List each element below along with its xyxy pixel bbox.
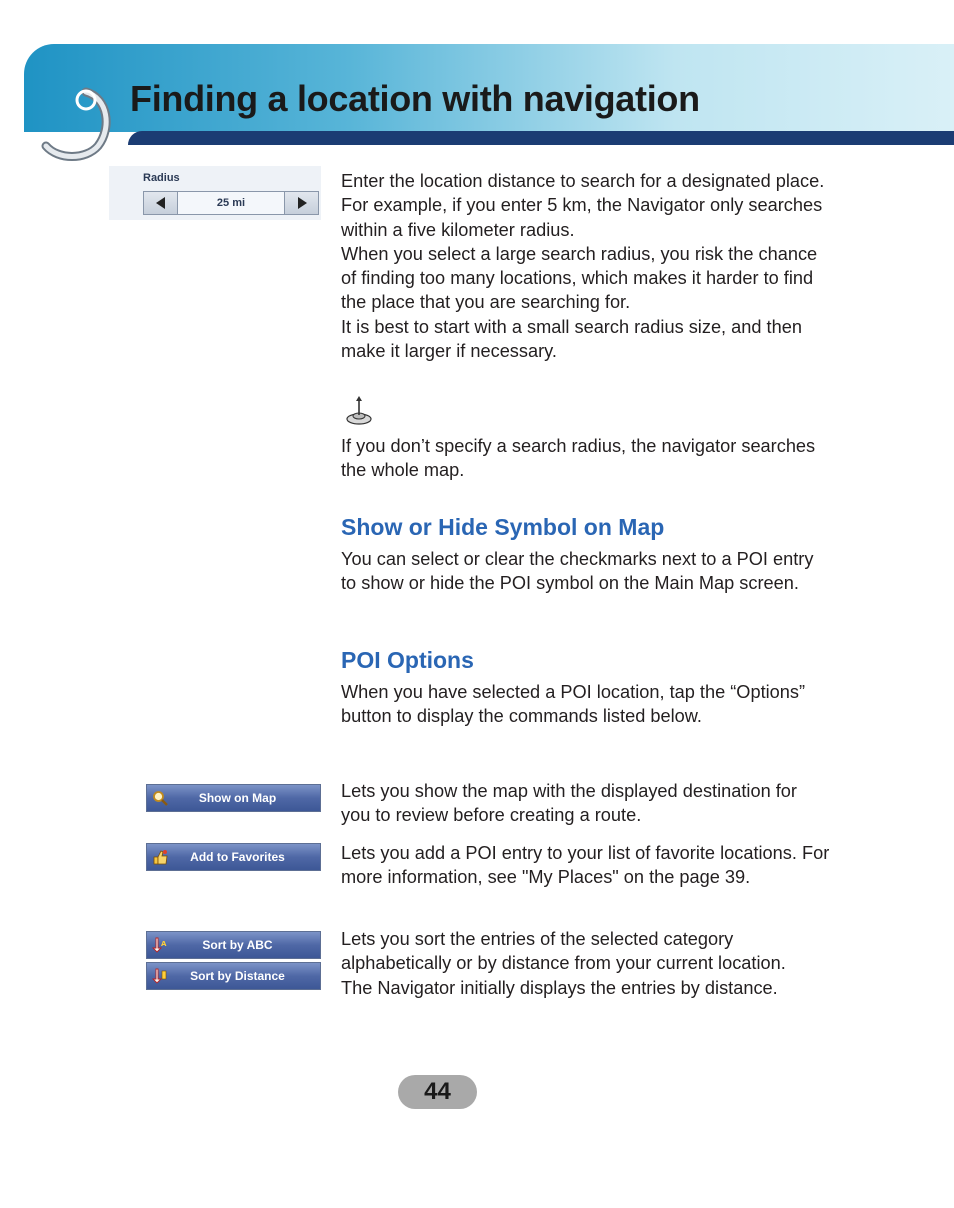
show-on-map-text: Lets you show the map with the displayed destination for you to review before creating a route. [341, 781, 797, 826]
show-on-map-button[interactable] [146, 784, 321, 812]
add-to-favorites-description [341, 841, 831, 890]
sort-by-abc-label: Sort by ABC [202, 938, 273, 952]
magnifier-icon [147, 785, 173, 811]
ring-binder-icon [38, 84, 112, 162]
triangle-left-icon [156, 197, 166, 209]
sort-text-1: Lets you sort the entries of the selected category alphabetically or by distance from your current location. [341, 929, 786, 974]
add-to-favorites-text: Lets you add a POI entry to your list of favorite locations. For more information, see "My Places" on the page 39. [341, 843, 830, 888]
section-heading-show-hide: Show or Hide Symbol on Map [341, 514, 665, 540]
sort-text-2: The Navigator initially displays the entries by distance. [341, 977, 778, 998]
section-heading-poi-options: POI Options [341, 647, 474, 673]
show-on-map-description [341, 779, 831, 828]
sort-distance-icon [147, 963, 173, 989]
radius-value: 25 mi [216, 197, 246, 209]
section-show-hide [341, 514, 831, 596]
radius-widget [109, 166, 321, 220]
show-on-map-label: Show on Map [198, 791, 277, 805]
radius-paragraph-3: When you select a large search radius, you risk the chance of finding too many locations, which makes it harder to find the place that you are searching for. [341, 243, 818, 313]
radius-paragraph-4: It is best to start with a small search radius size, and then make it larger if necessary. [341, 316, 802, 362]
radius-stepper[interactable] [143, 191, 319, 215]
page-title: Finding a location with navigation [130, 78, 700, 119]
favorite-hand-icon [147, 844, 173, 870]
header-stripe [128, 131, 954, 145]
sort-by-abc-button[interactable] [146, 931, 321, 959]
radius-paragraph-1: Enter the location distance to search for a designated place. [341, 171, 825, 191]
page-number: 44 [398, 1075, 477, 1109]
increase-radius-button[interactable] [284, 192, 318, 214]
radius-paragraph-2: For example, if you enter 5 km, the Navigator only searches within a five kilometer radius. [341, 195, 823, 240]
section-text-show-hide: You can select or clear the checkmarks next to a POI entry to show or hide the POI symbol on the Main Map screen. [341, 549, 814, 594]
radius-description [341, 169, 831, 363]
triangle-right-icon [297, 197, 307, 209]
sort-description [341, 927, 831, 1000]
add-to-favorites-button[interactable] [146, 843, 321, 871]
section-text-poi-options: When you have selected a POI location, tap the “Options” button to display the commands listed below. [341, 682, 806, 727]
sort-by-distance-label: Sort by Distance [190, 969, 285, 983]
pushpin-note-icon [344, 394, 374, 426]
add-to-favorites-label: Add to Favorites [190, 850, 285, 864]
note-block [341, 434, 831, 483]
section-poi-options [341, 647, 831, 729]
sort-by-distance-button[interactable] [146, 962, 321, 990]
sort-abc-icon [147, 932, 173, 958]
svg-text:A: A [161, 940, 167, 948]
radius-label: Radius [143, 172, 180, 184]
decrease-radius-button[interactable] [144, 192, 178, 214]
note-text: If you don’t specify a search radius, the navigator searches the whole map. [341, 436, 816, 481]
